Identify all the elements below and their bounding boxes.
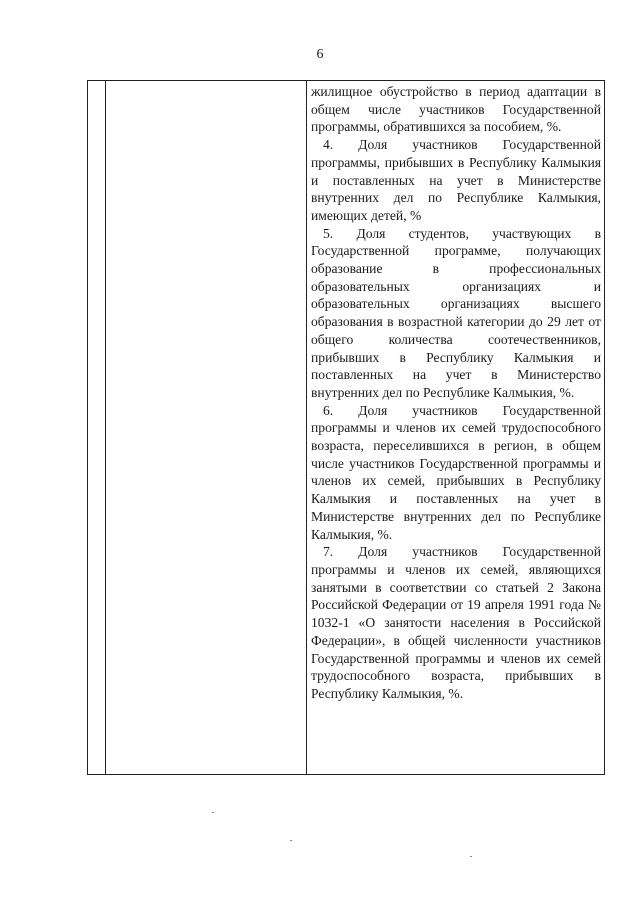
page-number: 6 (316, 47, 324, 62)
indicators-cell (311, 83, 601, 703)
paragraph-indicator-7: 7. Доля участников Государственной программы и членов их семей, являющихся занятыми в соответствии со статьей 2 Закона Российской Федерации от 19 апреля 1991 года № 1032-1 «О занятости населения в Российской Федерации», в общей численности участников Государственной программы и членов их семей трудоспособного возраста, прибывших в Республику Калмыкия, %. (311, 544, 601, 701)
scan-speck (470, 856, 472, 857)
paragraph-continuation: жилищное обустройство в период адаптации в общем числе участников Государственной программы, обратившихся за пособием, %. (311, 84, 601, 135)
table (87, 80, 605, 775)
scan-speck (212, 812, 214, 813)
paragraph-indicator-4: 4. Доля участников Государственной программы, прибывших в Республику Калмыкия и поставленных на учет в Министерстве внутренних дел по Республике Калмыкия, имеющих детей, % (311, 137, 601, 223)
table-border-left (87, 81, 88, 774)
paragraph-indicator-5: 5. Доля студентов, участвующих в Государственной программе, получающих образование в профессиональных образовательных организациях и образовательных организациях высшего образования в возрастной категории до 29 лет от общего количества соотечественников, прибывших в Республику Калмыкия и поставленных на учет в Министерство внутренних дел по Республике Калмыкия, %. (311, 225, 601, 400)
scan-speck (290, 840, 292, 841)
paragraph-indicator-6: 6. Доля участников Государственной программы и членов их семей трудоспособного возраста, переселившихся в регион, в общем числе участников Государственной программы и членов их семей, прибывших в Республику Калмыкия и поставленных на учет в Министерстве внутренних дел по Республике Калмыкия, %. (311, 402, 601, 542)
column-divider-name (306, 81, 307, 774)
column-divider-number (105, 81, 106, 774)
table-border-right (604, 81, 605, 774)
